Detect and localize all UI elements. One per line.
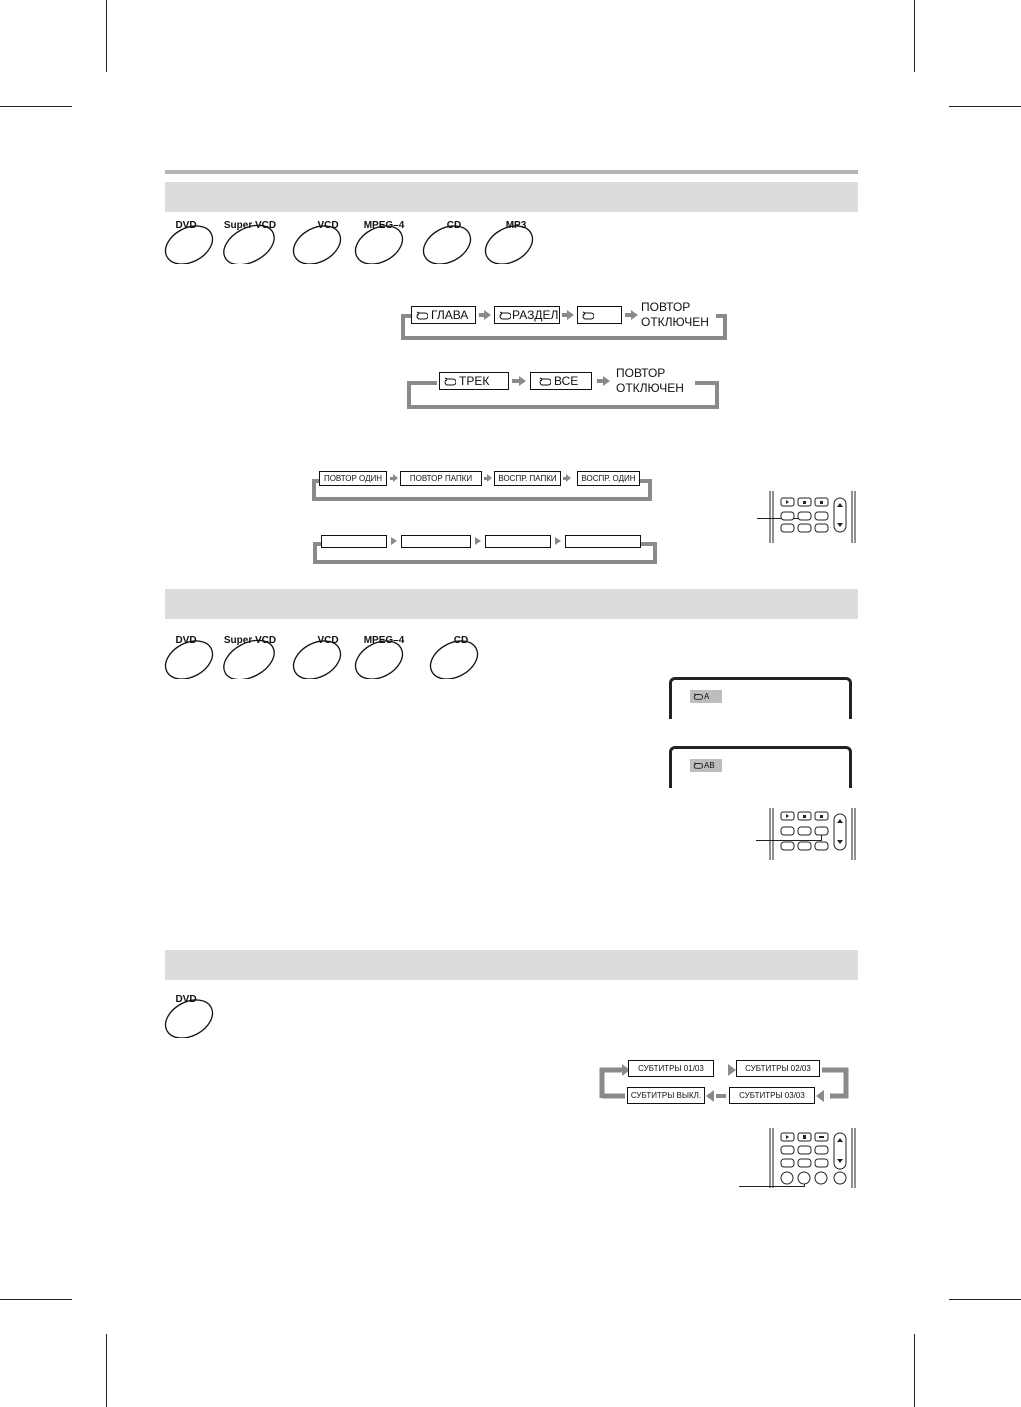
disc-badge-label: MPEG–4 (363, 635, 405, 646)
osd-repeat-a (690, 690, 722, 703)
flow-arrow-icon (603, 376, 610, 386)
osd-repeat-ab (690, 759, 722, 772)
disc-badge (428, 633, 490, 679)
subtitle-option-3: СУБТИТРЫ 03/03 (729, 1087, 815, 1104)
disc-badge (163, 633, 225, 679)
disc-badge (353, 633, 415, 679)
remote-control-icon (768, 491, 858, 543)
loop-cap (313, 542, 321, 546)
disc-badge-label: DVD (175, 635, 197, 646)
flow-arrow-icon (519, 376, 526, 386)
disc-badge-label: VCD (317, 635, 339, 646)
disc-badge-label: VCD (317, 220, 339, 231)
repeat-all-box (577, 306, 622, 324)
flow-arrow-icon (555, 537, 561, 545)
disc-badge-label: MP3 (505, 220, 527, 231)
disc-badge-label: CD (453, 635, 469, 646)
trim-mark (914, 1334, 915, 1407)
disc-badge (163, 218, 225, 264)
repeat-title-box (494, 306, 560, 324)
subtitle-option-1: СУБТИТРЫ 01/03 (628, 1060, 714, 1077)
disc-badge-label: CD (446, 220, 462, 231)
loop-cap (640, 542, 657, 546)
repeat-off-line2: ОТКЛЮЧЕН (641, 315, 709, 329)
disc-badge (163, 992, 225, 1038)
repeat-icon (416, 311, 428, 320)
repeat-off-line1: ПОВТОР (641, 300, 691, 314)
flow-arrow-icon (631, 310, 638, 320)
disc-badge-label: Super VCD (223, 635, 277, 646)
repeat-icon (582, 311, 594, 320)
flow-arrow-stem (512, 379, 519, 383)
disc-badge (421, 218, 483, 264)
disc-badges-ab (163, 633, 493, 683)
disc-badge (483, 218, 545, 264)
repeat-chapter-label: ГЛАВА (431, 308, 469, 322)
mpeg4-mode-box (321, 535, 387, 548)
repeat-off-line1: ПОВТОР (616, 366, 666, 380)
disc-badge-label: MPEG–4 (363, 220, 405, 231)
trim-mark (914, 0, 915, 72)
repeat-all-box (530, 372, 592, 390)
repeat-track-box (439, 372, 509, 390)
repeat-icon (499, 311, 511, 320)
section-header-repeat (165, 182, 858, 212)
repeat-icon (539, 377, 551, 386)
trim-mark (0, 1299, 72, 1300)
repeat-icon (444, 377, 456, 386)
trim-mark (0, 106, 72, 107)
subtitle-option-off: СУБТИТРЫ ВЫКЛ. (627, 1087, 705, 1104)
loop-cap (695, 381, 719, 385)
tv-screen-a (669, 677, 852, 719)
trim-mark (949, 106, 1021, 107)
subtitle-option-2: СУБТИТРЫ 02/03 (736, 1060, 820, 1077)
disc-badge (219, 633, 281, 679)
mpeg4-mode-box (565, 535, 641, 548)
osd-repeat-ab-label: AB (704, 761, 715, 770)
repeat-title-label: РАЗДЕЛ (512, 308, 559, 322)
disc-badge-label: DVD (175, 220, 197, 231)
mp3-mode-box: ПОВТОР ОДИН (319, 471, 387, 486)
repeat-all-label: ВСЕ (554, 374, 579, 388)
mp3-mode-box: ВОСПР. ОДИН (577, 471, 640, 486)
mpeg4-mode-box (485, 535, 551, 548)
trim-mark (106, 1334, 107, 1407)
mp3-mode-box: ВОСПР. ПАПКИ (494, 471, 561, 486)
disc-badge-label: DVD (175, 994, 197, 1005)
repeat-icon (693, 762, 703, 769)
loop-cap (640, 479, 652, 483)
loop-cap (407, 381, 437, 385)
disc-badges-subtitles (163, 992, 233, 1042)
osd-repeat-a-label: A (704, 692, 710, 701)
flow-arrow-icon (391, 537, 397, 545)
trim-mark (106, 0, 107, 72)
flow-arrow-icon (393, 474, 398, 482)
disc-badge (353, 218, 415, 264)
remote-control-icon (768, 1128, 858, 1188)
loop-cap (716, 314, 727, 318)
repeat-icon (693, 693, 703, 700)
flow-arrow-icon (567, 310, 574, 320)
section-header-ab-repeat (165, 589, 858, 619)
disc-badges-repeat (163, 218, 563, 268)
repeat-off-line2: ОТКЛЮЧЕН (616, 381, 684, 395)
flow-arrow-icon (484, 310, 491, 320)
disc-badge (219, 218, 281, 264)
flow-arrow-icon (475, 537, 481, 545)
disc-badge-label: Super VCD (223, 220, 277, 231)
flow-arrow-icon (487, 474, 492, 482)
mp3-mode-box: ПОВТОР ПАПКИ (400, 471, 482, 486)
flow-arrow-icon (566, 474, 571, 482)
tv-screen-ab (669, 746, 852, 788)
header-rule (165, 170, 858, 174)
remote-control-icon (768, 808, 858, 860)
repeat-chapter-box (411, 306, 476, 324)
trim-mark (949, 1299, 1021, 1300)
mpeg4-mode-box (401, 535, 471, 548)
disc-badge (291, 218, 353, 264)
disc-badge (291, 633, 353, 679)
repeat-track-label: ТРЕК (459, 374, 490, 388)
section-header-subtitles (165, 950, 858, 980)
